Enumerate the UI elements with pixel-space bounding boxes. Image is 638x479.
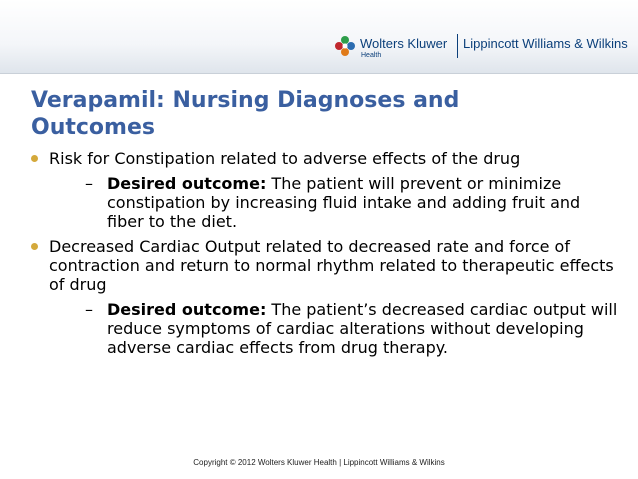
logo-divider [457,34,458,58]
bullet-item [31,149,621,231]
desired-outcome-label: Desired outcome: [107,300,267,319]
desired-outcome-text: The patient’s decreased cardiac output will reduce symptoms of cardiac alterations without developing adverse cardiac effects from drug therapy. [107,300,618,357]
dash-marker: – [85,300,93,319]
dash-marker: – [85,174,93,193]
wolters-kluwer-logo-icon [334,35,356,57]
bullet-item [31,237,621,357]
slide-title: Verapamil: Nursing Diagnoses and Outcomes [31,88,460,140]
bullet-text: Risk for Constipation related to adverse effects of the drug [49,149,521,168]
bullet-dot [31,243,38,250]
bullet-dot [31,155,38,162]
desired-outcome-label: Desired outcome: [107,174,267,193]
bullet-text: Decreased Cardiac Output related to decreased rate and force of contraction and return to normal rhythm related to therapeutic effects of drug [49,237,614,294]
slide-content [31,149,621,357]
header-divider [0,73,638,74]
sub-bullet-item [49,300,621,357]
desired-outcome-text: The patient will prevent or minimize constipation by increasing fluid intake and adding fruit and fiber to the diet. [107,174,581,231]
copyright-footer: Copyright © 2012 Wolters Kluwer Health | Lippincott Williams & Wilkins [193,458,445,467]
logo-partner-name: Lippincott Williams & Wilkins [463,36,628,51]
sub-bullet-item [49,174,621,231]
logo-company-name: Wolters Kluwer [360,36,448,51]
logo-health-label: Health [361,52,382,59]
